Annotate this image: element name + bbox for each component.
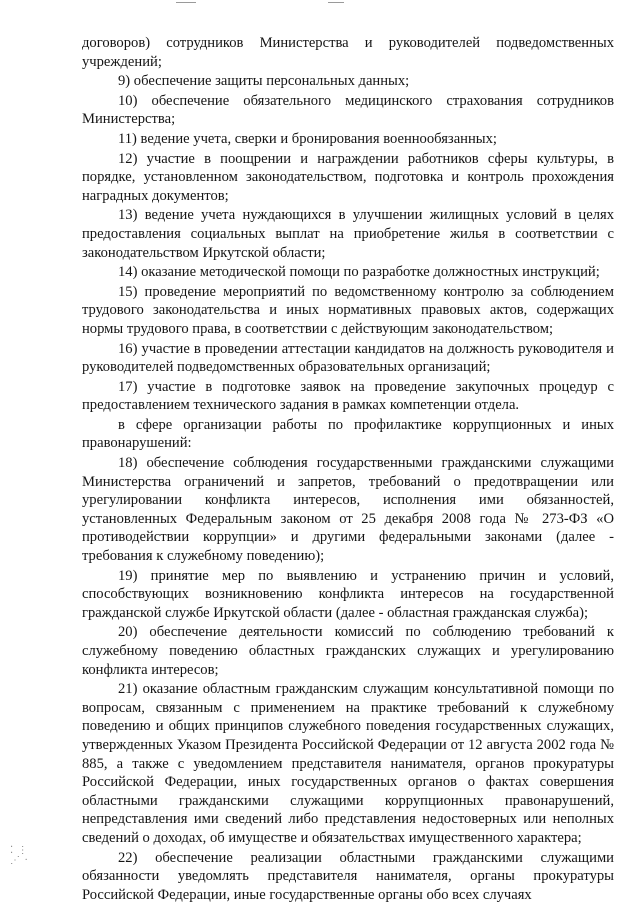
section-heading: в сфере организации работы по профилактике коррупционных и иных правонарушений: — [82, 416, 614, 452]
document-page — [82, 34, 614, 905]
paragraph: 14) оказание методической помощи по разработке должностных инструкций; — [118, 264, 600, 281]
scan-artifact-left-margin: ⁚ ⋮ ⋰ · — [10, 845, 29, 866]
paragraph: 10) обеспечение обязательного медицинского страхования сотрудников Министерства; — [82, 92, 614, 128]
paragraph: 17) участие в подготовке заявок на проведение закупочных процедур с предоставлением технического задания в рамках компетенции отдела. — [82, 378, 614, 414]
paragraph: 16) участие в проведении аттестации кандидатов на должность руководителя и руководителей подведомственных образовательных организаций; — [82, 340, 614, 376]
paragraph: 15) проведение мероприятий по ведомственному контролю за соблюдением трудового законодательства и иных нормативных правовых актов, содержащих нормы трудового права, в соответствии с действующим законодательством; — [82, 283, 614, 337]
paragraph: 21) оказание областным гражданским служащим консультативной помощи по вопросам, связанным с применением на практике требований к служебному поведению и общих принципов служебного поведения государственных служащих, утвержденных Указом Президента Российской Федерации от 12 августа 2002 года № 885, а также с уведомлением представителя нанимателя, органов прокуратуры Российской Федерации, иных государственных органов о фактах совершения областными гражданскими служащими коррупционных правонарушений, непредставления ими сведений либо представления недостоверных или неполных сведений о доходах, об имуществе и обязательствах имущественного характера; — [82, 681, 614, 846]
paragraph: 11) ведение учета, сверки и бронирования военнообязанных; — [118, 130, 497, 147]
paragraph: 22) обеспечение реализации областными гражданскими служащими обязанности уведомлять представителя нанимателя, органы прокуратуры Российской Федерации, иные государственные органы обо всех случаях — [82, 849, 614, 903]
scan-artifact-top-right — [328, 2, 344, 3]
paragraph: 18) обеспечение соблюдения государственными гражданскими служащими Министерства ограничений и запретов, требований о предотвращении или урегулировании конфликта интересов, исполнения ими обязанностей, установленных Федеральным законом от 25 декабря 2008 года № 273-ФЗ «О противодействии коррупции» и другими федеральными законами (далее - требования к служебному поведению); — [82, 455, 614, 565]
paragraph: 12) участие в поощрении и награждении работников сферы культуры, в порядке, установленном законодательством, подготовка и контроль прохождения наградных документов; — [82, 150, 614, 204]
paragraph: 20) обеспечение деятельности комиссий по соблюдению требований к служебному поведению областных гражданских служащих и урегулированию конфликта интересов; — [82, 624, 614, 678]
scan-artifact-top-left — [176, 2, 196, 3]
paragraph: 19) принятие мер по выявлению и устранению причин и условий, способствующих возникновению конфликта интересов на государственной гражданской службе Иркутской области (далее - областная гражданская служба); — [82, 567, 614, 621]
paragraph: 13) ведение учета нуждающихся в улучшении жилищных условий в целях предоставления социальных выплат на приобретение жилья в соответствии с законодательством Иркутской области; — [82, 207, 614, 261]
paragraph: 9) обеспечение защиты персональных данных; — [118, 73, 410, 90]
paragraph: договоров) сотрудников Министерства и руководителей подведомственных учреждений; — [82, 35, 614, 70]
